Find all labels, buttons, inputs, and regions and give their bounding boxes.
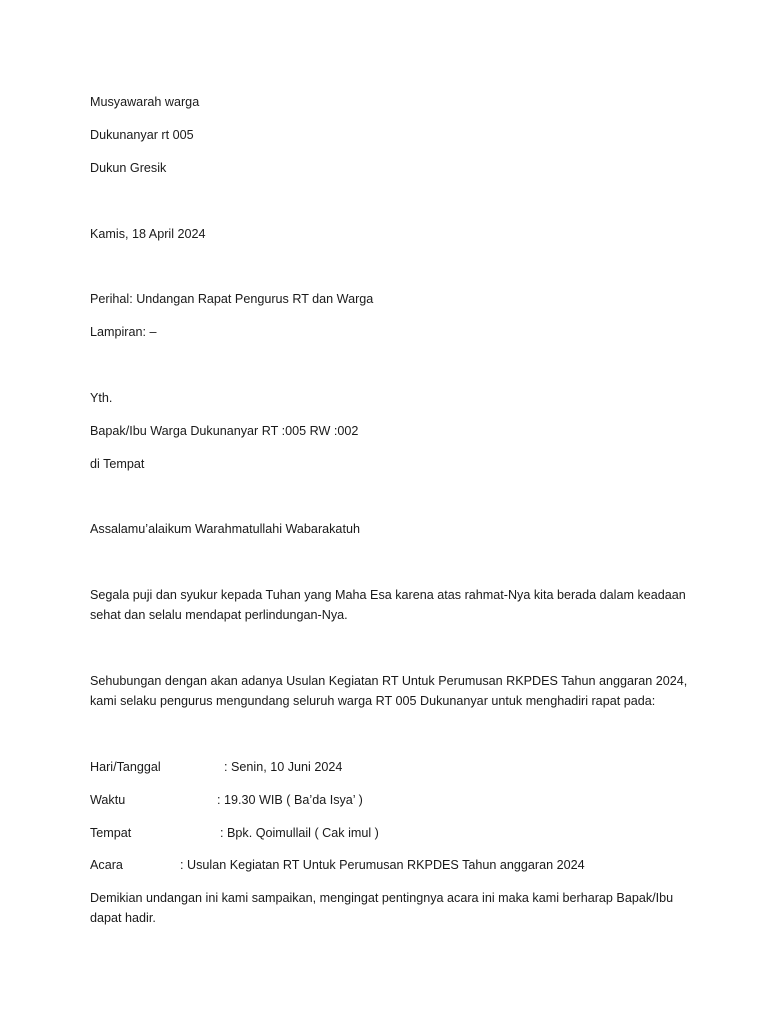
detail-value-day: : Senin, 10 Juni 2024 bbox=[224, 760, 343, 774]
detail-value-event: : Usulan Kegiatan RT Untuk Perumusan RKPDES Tahun anggaran 2024 bbox=[180, 858, 585, 872]
paragraph-opening: Segala puji dan syukur kepada Tuhan yang Maha Esa karena atas rahmat-Nya kita berada dalam keadaan sehat dan selalu mendapat perlindungan-Nya. bbox=[90, 588, 686, 622]
sender-line-2: Dukunanyar rt 005 bbox=[90, 128, 194, 142]
paragraph-invitation: Sehubungan dengan akan adanya Usulan Kegiatan RT Untuk Perumusan RKPDES Tahun anggaran 2024, kami selaku pengurus mengundang seluruh warga RT 005 Dukunanyar untuk menghadiri rapat pada: bbox=[90, 674, 688, 708]
detail-value-place: : Bpk. Qoimullail ( Cak imul ) bbox=[220, 826, 379, 840]
letter-subject: Perihal: Undangan Rapat Pengurus RT dan Warga bbox=[90, 292, 374, 306]
recipient-place: di Tempat bbox=[90, 457, 145, 471]
detail-label-event: Acara bbox=[90, 858, 123, 872]
detail-value-time: : 19.30 WIB ( Ba’da Isya’ ) bbox=[217, 793, 363, 807]
detail-label-time: Waktu bbox=[90, 793, 126, 807]
recipient-salutation: Yth. bbox=[90, 391, 113, 405]
sender-line-1: Musyawarah warga bbox=[90, 95, 200, 109]
detail-label-place: Tempat bbox=[90, 826, 132, 840]
paragraph-closing: Demikian undangan ini kami sampaikan, mengingat pentingnya acara ini maka kami berharap Bapak/Ibu dapat hadir. bbox=[90, 891, 674, 925]
letter-date: Kamis, 18 April 2024 bbox=[90, 227, 206, 241]
sender-line-3: Dukun Gresik bbox=[90, 161, 167, 175]
detail-label-day: Hari/Tanggal bbox=[90, 760, 161, 774]
recipient-name: Bapak/Ibu Warga Dukunanyar RT :005 RW :002 bbox=[90, 424, 359, 438]
letter-attachment: Lampiran: – bbox=[90, 325, 157, 339]
greeting: Assalamu’alaikum Warahmatullahi Wabarakatuh bbox=[90, 522, 360, 536]
